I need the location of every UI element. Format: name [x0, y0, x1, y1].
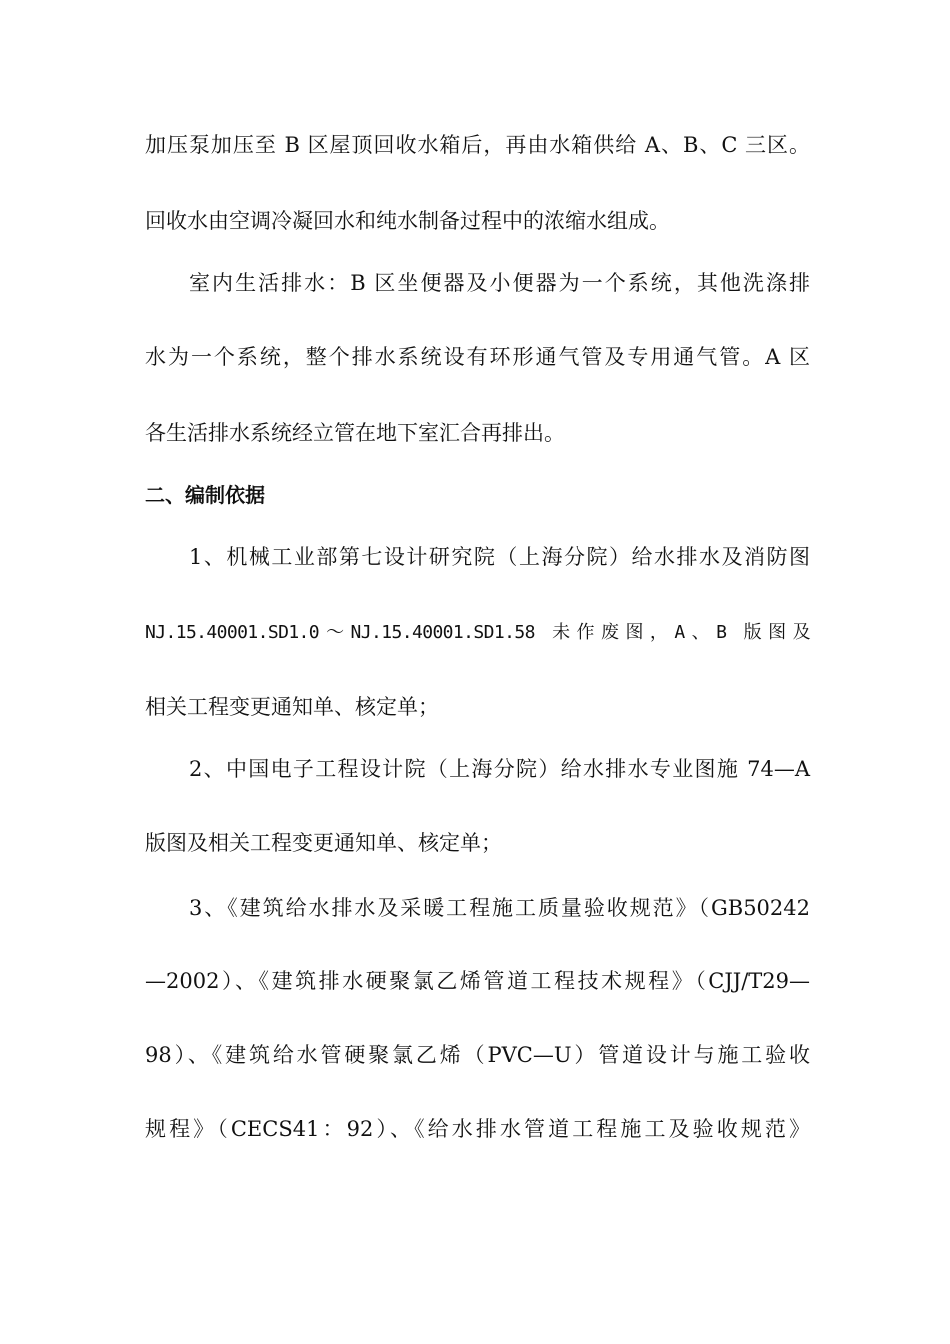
- body-text-line-1: 加压泵加压至 B 区屋顶回收水箱后，再由水箱供给 A、B、C 三区。: [145, 133, 810, 157]
- body-text-line-3: 室内生活排水：B 区坐便器及小便器为一个系统，其他洗涤排: [189, 271, 810, 295]
- basis-item-3-line-1: 3、《建筑给水排水及采暖工程施工质量验收规范》（GB50242: [189, 896, 810, 920]
- basis-item-3-line-3: 98）、《建筑给水管硬聚氯乙烯（PVC—U）管道设计与施工验收: [145, 1043, 810, 1067]
- basis-item-1-line-3: 相关工程变更通知单、核定单；: [145, 695, 439, 719]
- basis-item-3-line-2: —2002）、《建筑排水硬聚氯乙烯管道工程技术规程》（CJJ/T29—: [145, 969, 810, 993]
- section-heading: 二、编制依据: [145, 483, 265, 507]
- basis-item-3-line-4: 规程》（CECS41：92）、《给水排水管道工程施工及验收规范》: [145, 1117, 810, 1141]
- basis-item-1-line-2: NJ.15.40001.SD1.0～NJ.15.40001.SD1.58 未作废图，A、B 版图及: [145, 622, 810, 643]
- basis-item-2-line-2: 版图及相关工程变更通知单、核定单；: [145, 831, 502, 855]
- body-text-line-5: 各生活排水系统经立管在地下室汇合再排出。: [145, 421, 565, 445]
- body-text-line-4: 水为一个系统，整个排水系统设有环形通气管及专用通气管。A 区: [145, 345, 810, 369]
- basis-item-2-line-1: 2、中国电子工程设计院（上海分院）给水排水专业图施 74—A: [189, 757, 810, 781]
- body-text-line-2: 回收水由空调冷凝回水和纯水制备过程中的浓缩水组成。: [145, 209, 670, 233]
- basis-item-1-line-1: 1、机械工业部第七设计研究院（上海分院）给水排水及消防图: [189, 545, 810, 569]
